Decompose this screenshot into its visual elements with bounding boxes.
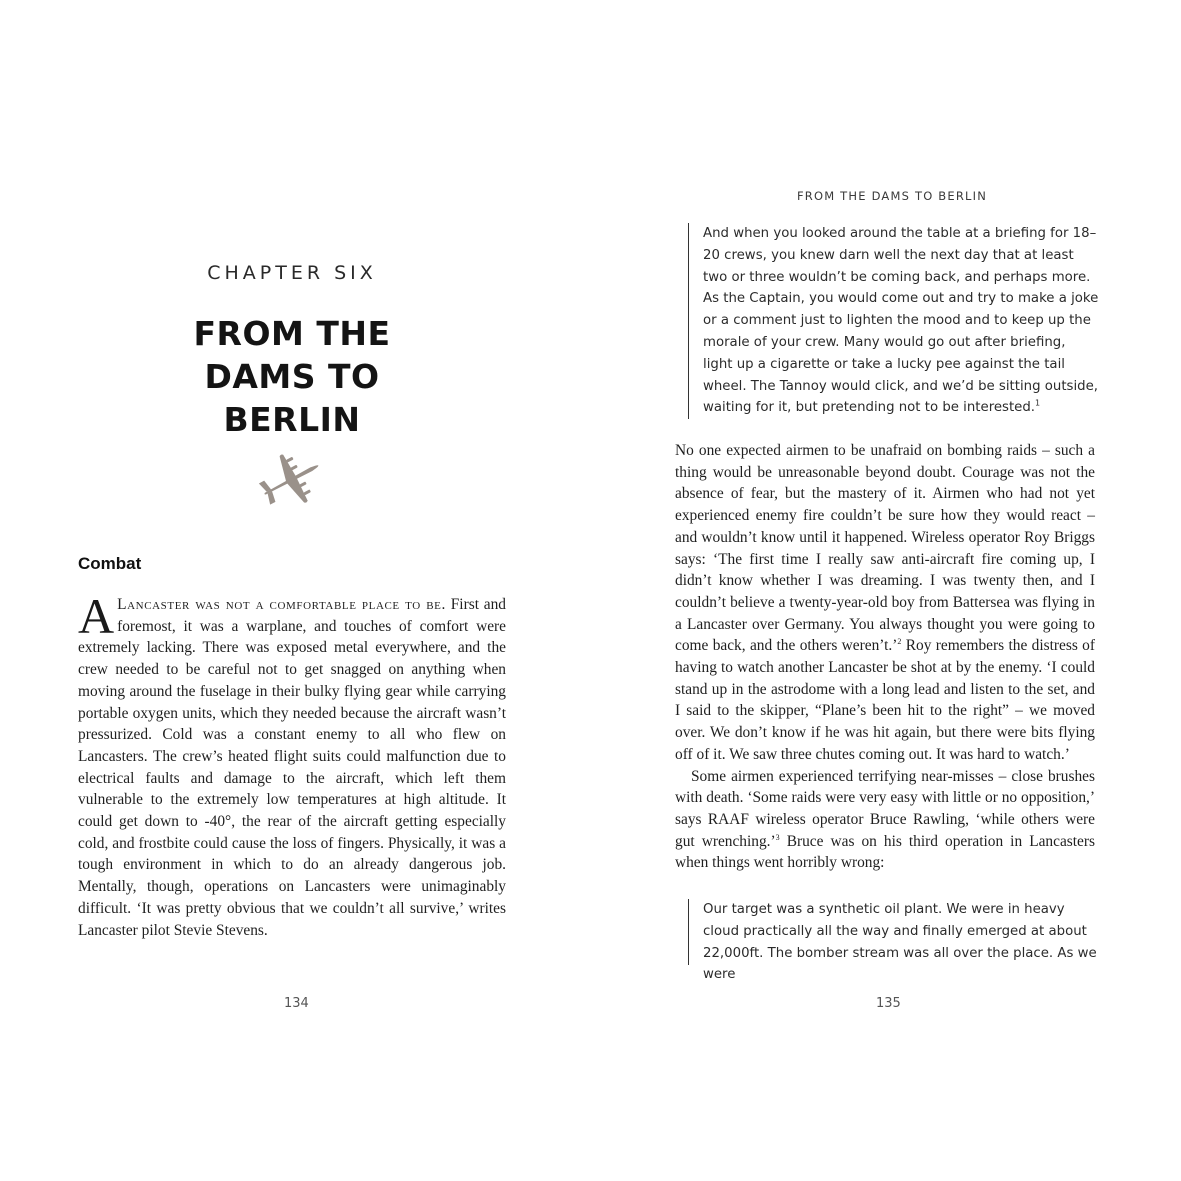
right-page [590, 0, 1181, 1181]
page-number-right: 135 [876, 996, 901, 1011]
paragraph-2-part-b: Bruce was on his third operation in Lancasters when things went horribly wrong: [675, 832, 1096, 872]
drop-cap: A [78, 588, 115, 644]
paragraph-2 [675, 766, 1095, 875]
right-body-text [675, 440, 1095, 874]
page-number-left: 134 [284, 996, 309, 1011]
left-body-text [78, 588, 506, 941]
quote-text-1: And when you looked around the table at a briefing for 18–20 crews, you knew darn well the next day that at least two or three wouldn’t be coming back, and perhaps more. As the Captain, you would come out and try to make a joke or a comment just to lighten the mood and to keep up the morale of your crew. Many would go out after briefing, light up a cigarette or take a lucky pee against the tail wheel. The Tannoy would click, and we’d be sitting outside, waiting for it, but pretending not to be interested. [703, 226, 1099, 416]
opening-paragraph [78, 588, 506, 941]
left-page [0, 0, 590, 1181]
chapter-title-text: FROM THE DAMS TO BERLIN [193, 314, 391, 439]
footnote-ref-3: 3 [775, 832, 780, 842]
lead-in-smallcaps: Lancaster was not a comfortable place to be. [117, 596, 446, 613]
paragraph-1-part-a: No one expected airmen to be unafraid on bombing raids – such a thing would be unreasonable beyond doubt. Courage was not the absence of fear, but the mastery of it. Airmen who had not yet experienced enemy fire couldn’t be sure how they would react – and wouldn’t know until it happened. Wireless operator Roy Briggs says: ‘The first time I really saw anti-aircraft fire coming up, I didn’t know whether I was dreaming. I was twenty then, and I couldn’t believe a twenty-year-old boy from Battersea was flying in a Lancaster over Germany. You always thought you were going to come back, and the others weren’t.’ [675, 442, 1095, 655]
paragraph-1-part-b: Roy remembers the distress of having to watch another Lancaster be shot at by the enemy. ‘I could stand up in the astrodome with a long lead and listen to the set, and I said to the skipper, “Plane’s been hit to the right” – we moved over. We don’t know if he was hit again, but there were bits flying off of it. We saw three chutes coming out. It was hard to watch.’ [675, 637, 1095, 763]
chapter-title [78, 312, 506, 441]
chapter-label: CHAPTER SIX [207, 262, 377, 284]
block-quote-2: Our target was a synthetic oil plant. We were in heavy cloud practically all the way and finally emerged at about 22,000ft. The bomber stream was all over the place. As we were [688, 899, 1099, 965]
section-heading: Combat [78, 554, 142, 573]
lancaster-bomber-icon [256, 450, 326, 510]
footnote-ref-2: 2 [897, 637, 902, 647]
paragraph-body: First and foremost, it was a warplane, and touches of comfort were extremely lacking. There was exposed metal everywhere, and the crew needed to be careful not to get snagged on anything when moving around the fuselage in their bulky flying gear while carrying portable oxygen units, which they needed because the aircraft wasn’t pressurized. Cold was a constant enemy to all who flew on Lancasters. The crew’s heated flight suits could malfunction due to electrical faults and damage to the aircraft, which left them vulnerable to the extremely low temperatures at high altitude. It could get down to -40°, the rear of the aircraft getting especially cold, and frostbite could cause the loss of fingers. Physically, it was a tough environment in which to do an already dangerous job. Mentally, though, operations on Lancasters were unimaginably difficult. ‘It was pretty obvious that we couldn’t all survive,’ writes Lancaster pilot Stevie Stevens. [78, 596, 506, 939]
paragraph-1 [675, 440, 1095, 766]
footnote-ref-1: 1 [1035, 398, 1041, 408]
paragraph-2-part-a: Some airmen experienced terrifying near-misses – close brushes with death. ‘Some raids were very easy with little or no opposition,’ says RAAF wireless operator Bruce Rawling, ‘while others were gut wrenching.’ [675, 767, 1095, 850]
block-quote-1 [688, 223, 1099, 419]
running-head: FROM THE DAMS TO BERLIN [796, 189, 988, 203]
